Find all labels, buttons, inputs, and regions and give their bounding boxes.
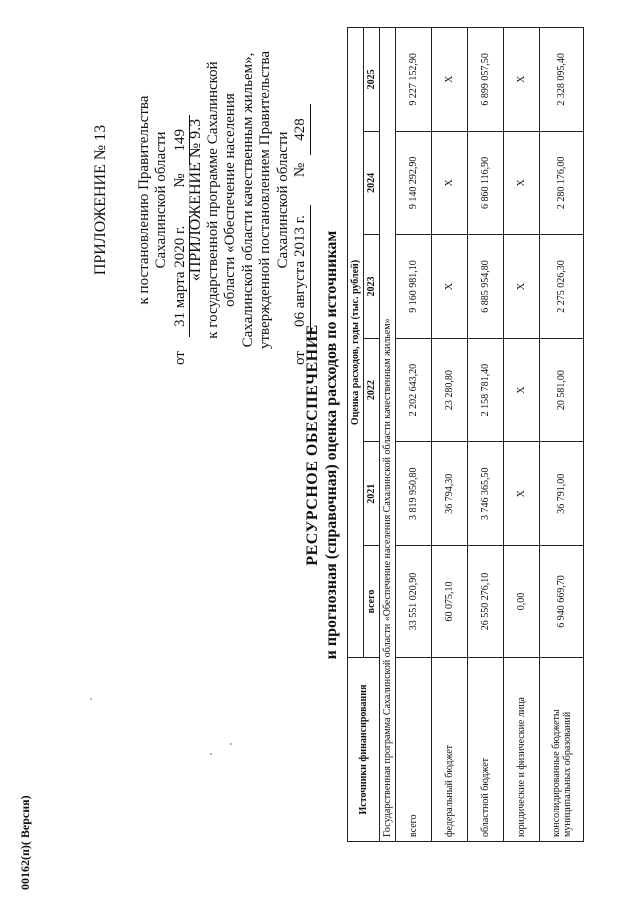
table-cell: 36 791,00 xyxy=(540,442,584,546)
table-cell: 6 940 669,70 xyxy=(540,545,584,657)
heading-subtitle: и прогнозная (справочная) оценка расходов по источникам xyxy=(323,230,340,660)
appendix-9-3-title: «ПРИЛОЖЕНИЕ № 9.3 xyxy=(187,118,204,282)
table-cell: 3 746 365,50 xyxy=(468,442,504,546)
table-cell: 2 202 643,20 xyxy=(396,338,432,442)
estimate-header: Оценка расходов, годы (тыс. рублей) xyxy=(348,28,364,658)
resource-table xyxy=(347,27,584,842)
row-label: всего xyxy=(396,658,432,842)
program-row xyxy=(380,28,396,842)
table-cell: 0,00 xyxy=(504,545,540,657)
table-cell: 2 158 781,40 xyxy=(468,338,504,442)
table-cell: 9 227 152,90 xyxy=(396,28,432,132)
column-header: 2023 xyxy=(364,235,380,339)
table-cell: 36 794,30 xyxy=(432,442,468,546)
row-label: консолидированные бюджеты муниципальных образований xyxy=(540,658,584,842)
table-cell: 2 275 026,30 xyxy=(540,235,584,339)
appendix-9-3-line5: Сахалинской области xyxy=(274,131,291,269)
table-row xyxy=(540,28,584,842)
appendix-9-3-line3: Сахалинской области качественным жильем», xyxy=(239,52,256,348)
table-cell: 2 280 176,00 xyxy=(540,131,584,235)
row-label: федеральный бюджет xyxy=(432,658,468,842)
column-header: 2021 xyxy=(364,442,380,546)
table-row xyxy=(396,28,432,842)
document-heading xyxy=(303,45,341,845)
appendix-9-3-block xyxy=(187,35,311,365)
appendix-9-3-number: 428 xyxy=(292,104,311,155)
table-cell: Х xyxy=(504,235,540,339)
table-cell: 9 160 981,10 xyxy=(396,235,432,339)
program-row-label: Государственная программа Сахалинской области «Обеспечение населения Сахалинской области качественным жильем» xyxy=(380,28,396,842)
scan-speck xyxy=(90,698,92,700)
appendix-9-3-line2: области «Обеспечение населения xyxy=(222,93,238,307)
row-label: областной бюджет xyxy=(468,658,504,842)
table-cell: 33 551 020,90 xyxy=(396,545,432,657)
table-cell: 3 819 950,80 xyxy=(396,442,432,546)
appendix-13-number: 149 xyxy=(172,115,191,166)
table-cell: 23 280,80 xyxy=(432,338,468,442)
table-cell: 9 140 292,90 xyxy=(396,131,432,235)
table-cell: 60 075,10 xyxy=(432,545,468,657)
appendix-13-title: ПРИЛОЖЕНИЕ № 13 xyxy=(92,124,109,276)
heading-title: РЕСУРСНОЕ ОБЕСПЕЧЕНИЕ xyxy=(304,324,321,566)
column-header: 2024 xyxy=(364,131,380,235)
column-header: 2022 xyxy=(364,338,380,442)
table-cell: Х xyxy=(432,235,468,339)
table-cell: Х xyxy=(432,28,468,132)
scan-speck xyxy=(230,743,232,745)
appendix-13-line1: к постановлению Правительства xyxy=(135,95,152,305)
table-row xyxy=(432,28,468,842)
appendix-13-line2: Сахалинской области xyxy=(153,131,169,269)
table-row xyxy=(504,28,540,842)
appendix-9-3-from-label: от xyxy=(292,351,308,365)
table-cell: Х xyxy=(504,442,540,546)
table-cell: Х xyxy=(504,28,540,132)
table-cell: 6 885 954,80 xyxy=(468,235,504,339)
column-header: 2025 xyxy=(364,28,380,132)
table-cell: Х xyxy=(504,338,540,442)
appendix-9-3-line4: утвержденной постановлением Правительства xyxy=(257,50,273,350)
appendix-13-block xyxy=(92,35,190,365)
table-cell: 2 328 095,40 xyxy=(540,28,584,132)
appendix-9-3-line1: к государственной программе Сахалинской xyxy=(204,61,221,339)
footer-version-code: 00162(п)( Версия) xyxy=(18,795,32,890)
row-label: юридические и физические лица xyxy=(504,658,540,842)
column-header: всего xyxy=(364,545,380,657)
table-cell: 26 550 276,10 xyxy=(468,545,504,657)
table-row xyxy=(468,28,504,842)
appendix-9-3-no-label: № xyxy=(292,162,308,178)
appendix-13-no-label: № xyxy=(171,173,188,188)
table-cell: 6 899 057,50 xyxy=(468,28,504,132)
table-cell: 20 581,00 xyxy=(540,338,584,442)
appendix-13-from-label: от xyxy=(171,351,188,365)
table-cell: 6 860 116,90 xyxy=(468,131,504,235)
table-cell: Х xyxy=(432,131,468,235)
appendix-9-3-date: 06 августа 2013 г. xyxy=(292,205,311,337)
scan-speck xyxy=(210,753,212,755)
table-cell: Х xyxy=(504,131,540,235)
source-header: Источники финансирования xyxy=(348,658,380,842)
appendix-13-date: 31 марта 2020 г. xyxy=(172,216,191,337)
